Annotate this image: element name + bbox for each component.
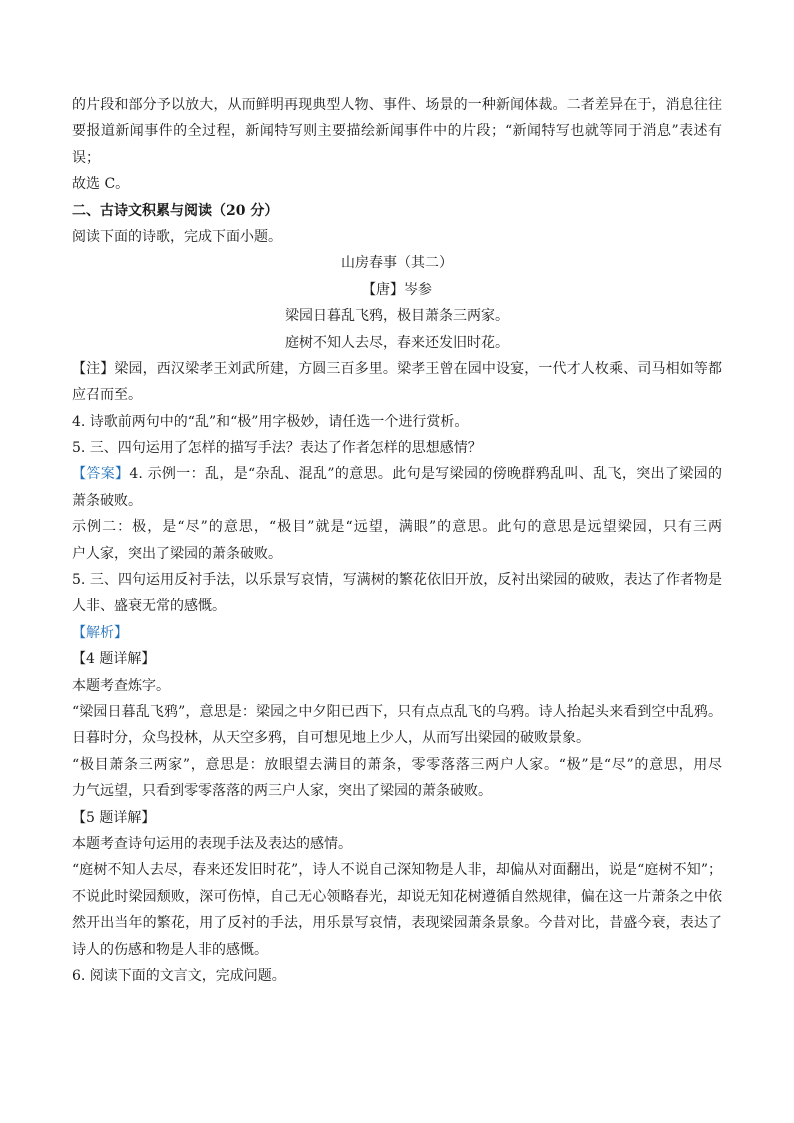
text-line [72,515,722,539]
text-line [72,964,722,988]
text-line [72,251,722,275]
text-line [72,938,722,962]
line-text: 5. 三、四句运用了怎样的描写手法？表达了作者怎样的思想感情？ [72,440,482,457]
text-line [72,753,722,777]
line-text: 梁园日暮乱飞鸦，极目萧条三两家。 [285,308,509,325]
text-line [72,357,722,381]
text-line [72,410,722,434]
line-text: 【注】梁园，西汉梁孝王刘武所建，方圆三百多里。梁孝王曾在园中设宴，一代才人枚乘、司马相如等都 [72,360,722,377]
line-text: 户人家，突出了梁园的萧条破败。 [72,545,282,562]
text-line [72,832,722,856]
line-text: 二、古诗文积累与阅读（20 分） [72,202,279,219]
line-text: 山房春事（其二） [341,255,453,272]
answer-label: 【答案】 [72,466,130,483]
text-line [72,621,722,645]
line-text: 诗人的伤感和物是人非的感慨。 [72,941,268,958]
text-line [72,199,722,223]
line-text: 5. 三、四句运用反衬手法，以乐景写哀情，写满树的繁花依旧开放，反衬出梁园的破败，表达了作者物是 [72,572,722,589]
text-line [72,119,722,143]
text-line [72,172,722,196]
line-text: 本题考查炼字。 [72,677,170,694]
text-line [72,779,722,803]
line-text: 4. 诗歌前两句中的“乱”和“极”用字极妙，请任选一个进行赏析。 [72,413,469,430]
line-text: 【解析】 [72,624,128,641]
text-line [72,542,722,566]
text-line [72,594,722,618]
line-text: 庭树不知人去尽，春来还发旧时花。 [285,334,509,351]
line-text: 【唐】岑参 [362,281,432,298]
text-line [72,885,722,909]
text-line [72,278,722,302]
line-text: 【5 题详解】 [72,809,156,826]
text-line [72,911,722,935]
line-text: 萧条破败。 [72,492,142,509]
line-text: “梁园日暮乱飞鸦”，意思是：梁园之中夕阳已西下，只有点点乱飞的乌鸦。诗人抬起头来看到空中乱鸦。 [72,703,722,720]
line-text: 4. 示例一：乱，是“杂乱、混乱”的意思。此句是写梁园的傍晚群鸦乱叫、乱飞，突出了梁园的 [129,466,723,483]
line-text: “极目萧条三两家”，意思是：放眼望去满目的萧条，零零落落三两户人家。“极”是“尽”的意思，用尽 [72,756,722,773]
text-line [72,700,722,724]
line-text: “庭树不知人去尽，春来还发旧时花”，诗人不说自己深知物是人非，却偏从对面翻出，说是“庭树不知”； [72,862,722,879]
line-text: 故选 C。 [72,176,130,193]
line-text: 误； [72,149,100,166]
line-text: 要报道新闻事件的全过程，新闻特写则主要描绘新闻事件中的片段；“新闻特写也就等同于消息”表述有 [72,123,722,140]
line-text: 然开出当年的繁花，用了反衬的手法，用乐景写哀情，表现梁园萧条景象。今昔对比，昔盛今衰，表达了 [72,915,722,932]
line-text: 【4 题详解】 [72,651,156,668]
text-line [72,93,722,117]
line-text: 应召而至。 [72,387,142,404]
text-line [72,383,722,407]
line-text: 本题考查诗句运用的表现手法及表达的感情。 [72,835,352,852]
text-line [72,304,722,328]
text-line [72,489,722,513]
text-line [72,568,722,592]
line-text: 的片段和部分予以放大，从而鲜明再现典型人物、事件、场景的一种新闻体裁。二者差异在于，消息往往 [72,97,722,113]
line-text: 示例二：极，是“尽”的意思，“极目”就是“远望，满眼”的意思。此句的意思是远望梁园，只有三两 [72,519,722,536]
line-text: 人非、盛衰无常的感慨。 [72,598,226,615]
text-line [72,858,722,882]
text-line [72,436,722,460]
text-line [72,674,722,698]
line-text: 阅读下面的诗歌，完成下面小题。 [72,228,282,245]
line-text: 力气远望，只看到零零落落的两三户人家，突出了梁园的萧条破败。 [72,783,492,800]
text-line [72,647,722,671]
line-text: 不说此时梁园颓败，深可伤悼，自己无心领略春光，却说无知花树遵循自然规律，偏在这一片萧条之中依 [72,888,722,905]
text-line [72,225,722,249]
text-line [72,806,722,830]
text-line [72,331,722,355]
text-line [72,462,722,486]
line-text: 日暮时分，众鸟投林，从天空多鸦，自可想见地上少人，从而写出梁园的破败景象。 [72,730,590,747]
document-page [72,93,722,990]
line-text: 6. 阅读下面的文言文，完成问题。 [72,967,286,984]
text-line [72,726,722,750]
text-line [72,146,722,170]
